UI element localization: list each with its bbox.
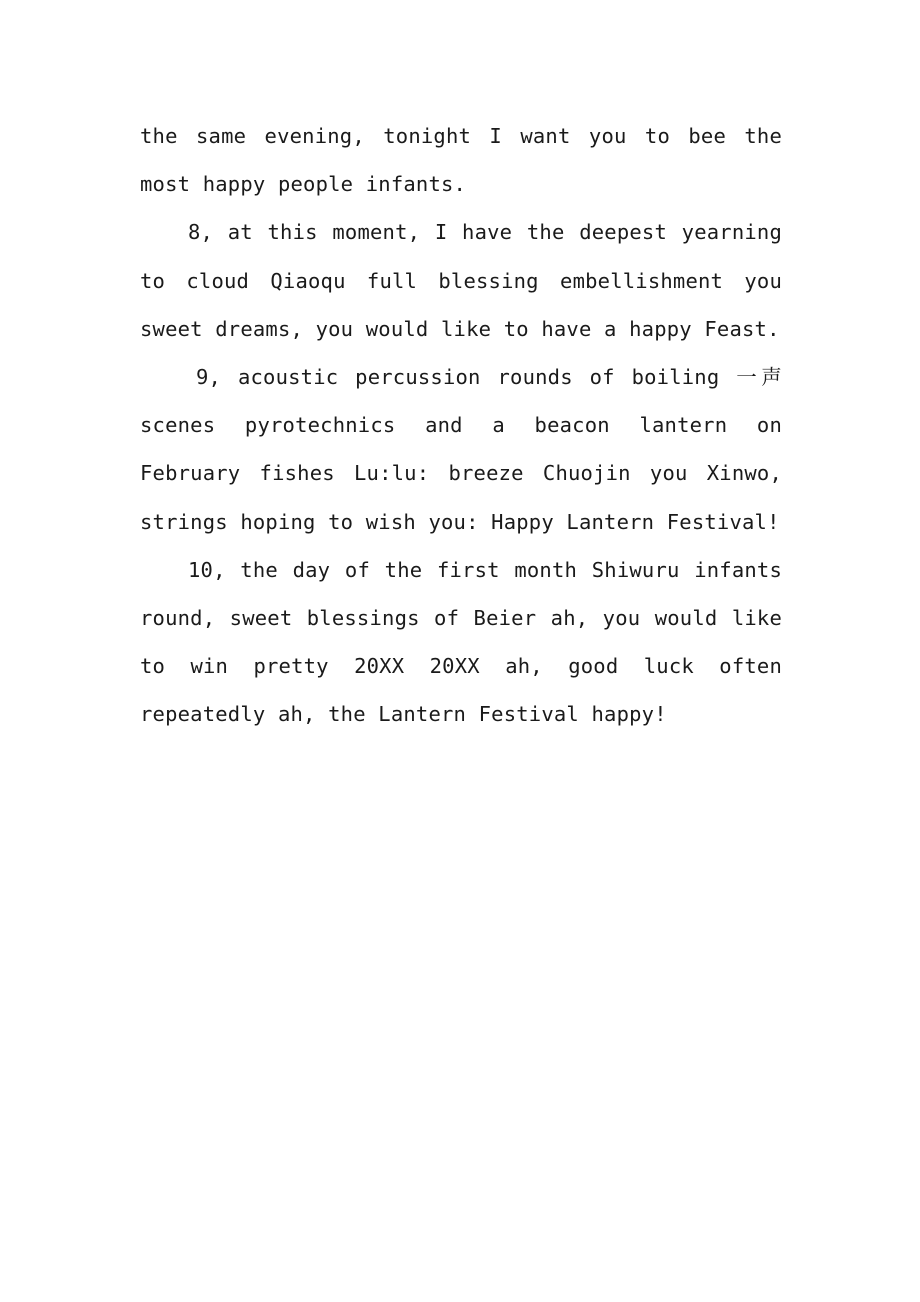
document-body bbox=[140, 112, 782, 739]
paragraph-item-10: 10, the day of the first month Shiwuru infants round, sweet blessings of Beier ah, you would like to win pretty 20XX 20XX ah, good luck often repeatedly ah, the Lantern Festival happy! bbox=[140, 557, 782, 727]
paragraph-item-9: 9, acoustic percussion rounds of boiling 一声 scenes pyrotechnics and a beacon lantern on February fishes Lu:lu: breeze Chuojin you Xinwo, strings hoping to wish you: Happy Lantern Festival! bbox=[140, 365, 782, 534]
paragraph-continuation: the same evening, tonight I want you to bee the most happy people infants. bbox=[140, 124, 782, 197]
paragraph-item-8: 8, at this moment, I have the deepest yearning to cloud Qiaoqu full blessing embellishment you sweet dreams, you would like to have a happy Feast. bbox=[140, 220, 782, 341]
